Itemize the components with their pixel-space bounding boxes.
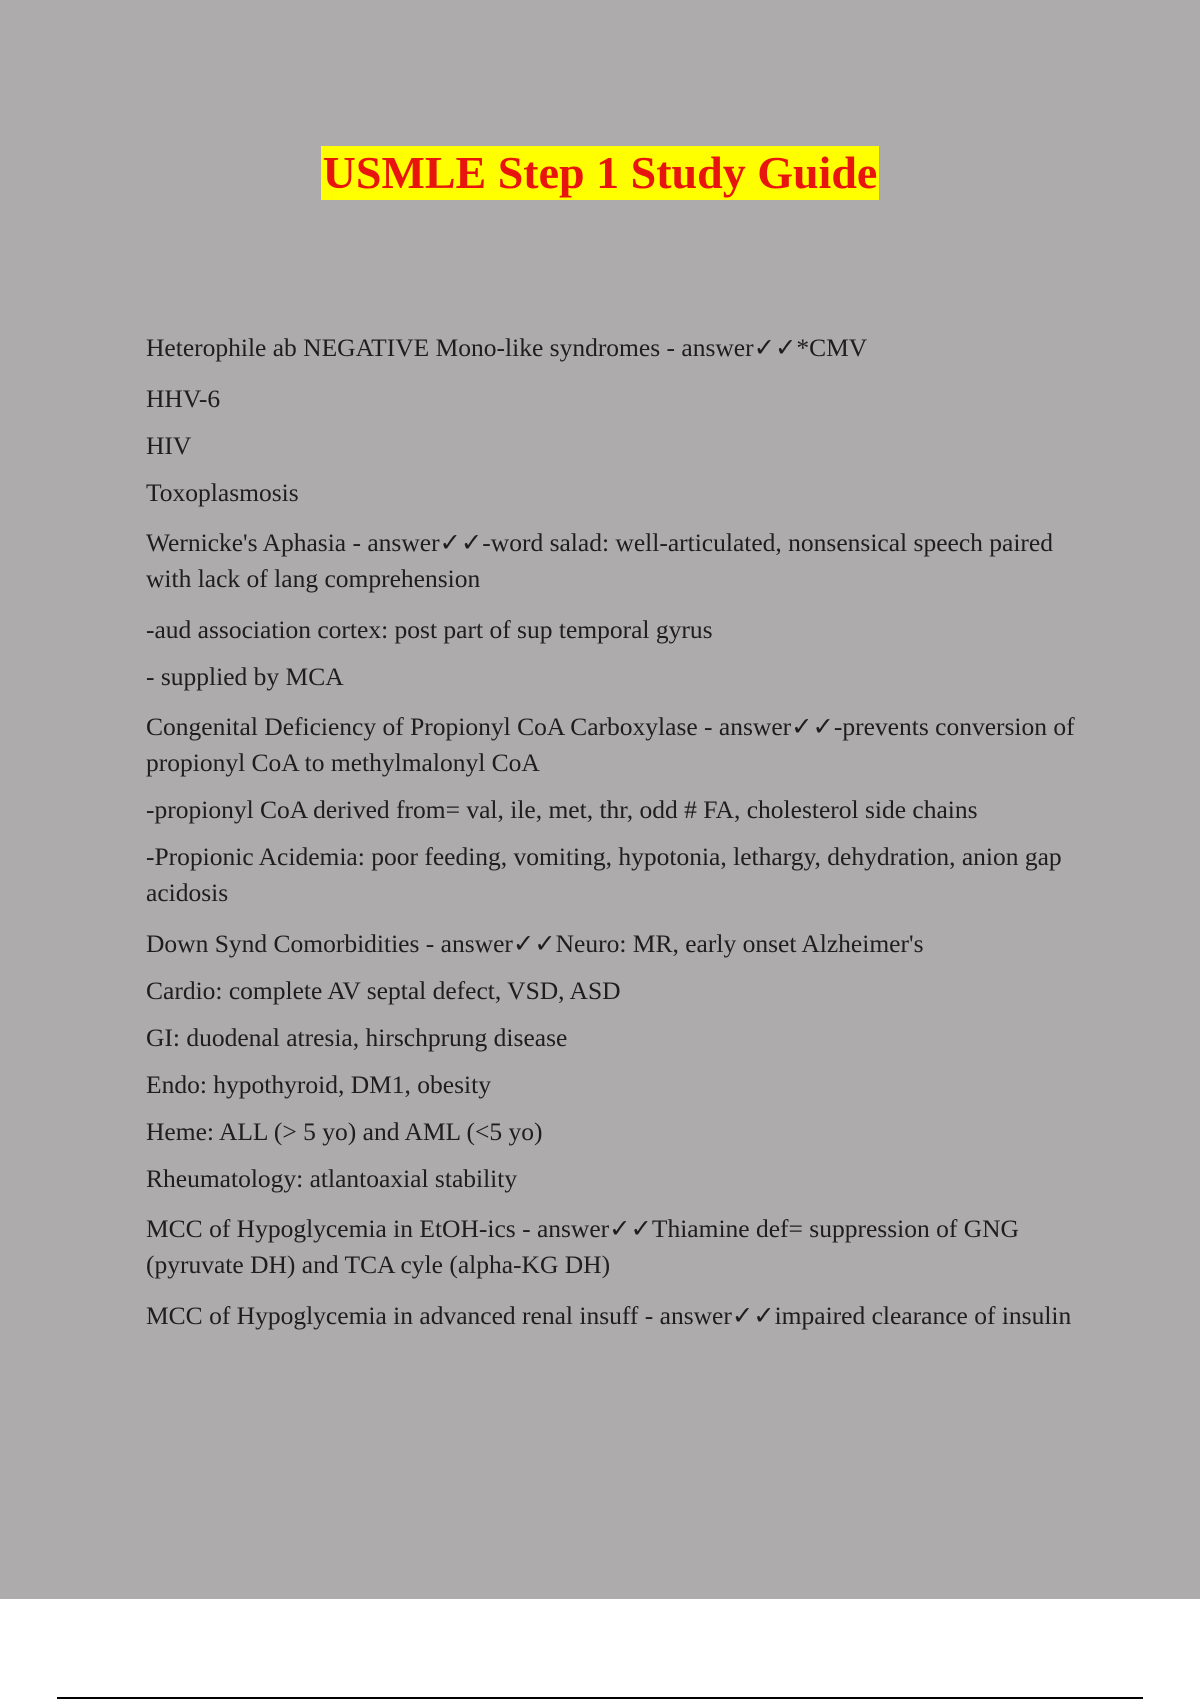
note-paragraph: Cardio: complete AV septal defect, VSD, ASD [146,975,621,1005]
note-paragraph: MCC of Hypoglycemia in advanced renal insuff - answer✓✓impaired clearance of insulin [146,1300,1072,1330]
note-paragraph: -aud association cortex: post part of sup temporal gyrus [146,614,713,644]
note-paragraph: Wernicke's Aphasia - answer✓✓-word salad: well-articulated, nonsensical speech paired with lack of lang comprehension [146,528,1053,593]
note-paragraph: Rheumatology: atlantoaxial stability [146,1163,518,1193]
note-paragraph: HIV [146,430,192,460]
note-paragraph: MCC of Hypoglycemia in EtOH-ics - answer✓✓Thiamine def= suppression of GNG (pyruvate DH) and TCA cyle (alpha-KG DH) [146,1214,1019,1279]
note-paragraph: -propionyl CoA derived from= val, ile, met, thr, odd # FA, cholesterol side chains [146,795,978,824]
study-notes [146,330,1096,1348]
document-title: USMLE Step 1 Study Guide [322,147,878,198]
note-paragraph: Toxoplasmosis [146,477,299,507]
footer-divider [57,1697,1143,1699]
note-paragraph: Endo: hypothyroid, DM1, obesity [146,1069,491,1099]
note-paragraph: Down Synd Comorbidities - answer✓✓Neuro: MR, early onset Alzheimer's [146,928,924,958]
note-paragraph: -Propionic Acidemia: poor feeding, vomiting, hypotonia, lethargy, dehydration, anion gap acidosis [146,842,1062,907]
note-paragraph: Heterophile ab NEGATIVE Mono-like syndromes - answer✓✓*CMV [146,333,868,362]
note-paragraph: Congenital Deficiency of Propionyl CoA Carboxylase - answer✓✓-prevents conversion of propionyl CoA to methylmalonyl CoA [146,712,1075,777]
note-paragraph: HHV-6 [146,383,221,413]
note-paragraph: - supplied by MCA [146,661,344,691]
note-paragraph: Heme: ALL (> 5 yo) and AML (<5 yo) [146,1116,543,1146]
note-paragraph: GI: duodenal atresia, hirschprung disease [146,1022,568,1052]
title-container [0,146,1200,200]
